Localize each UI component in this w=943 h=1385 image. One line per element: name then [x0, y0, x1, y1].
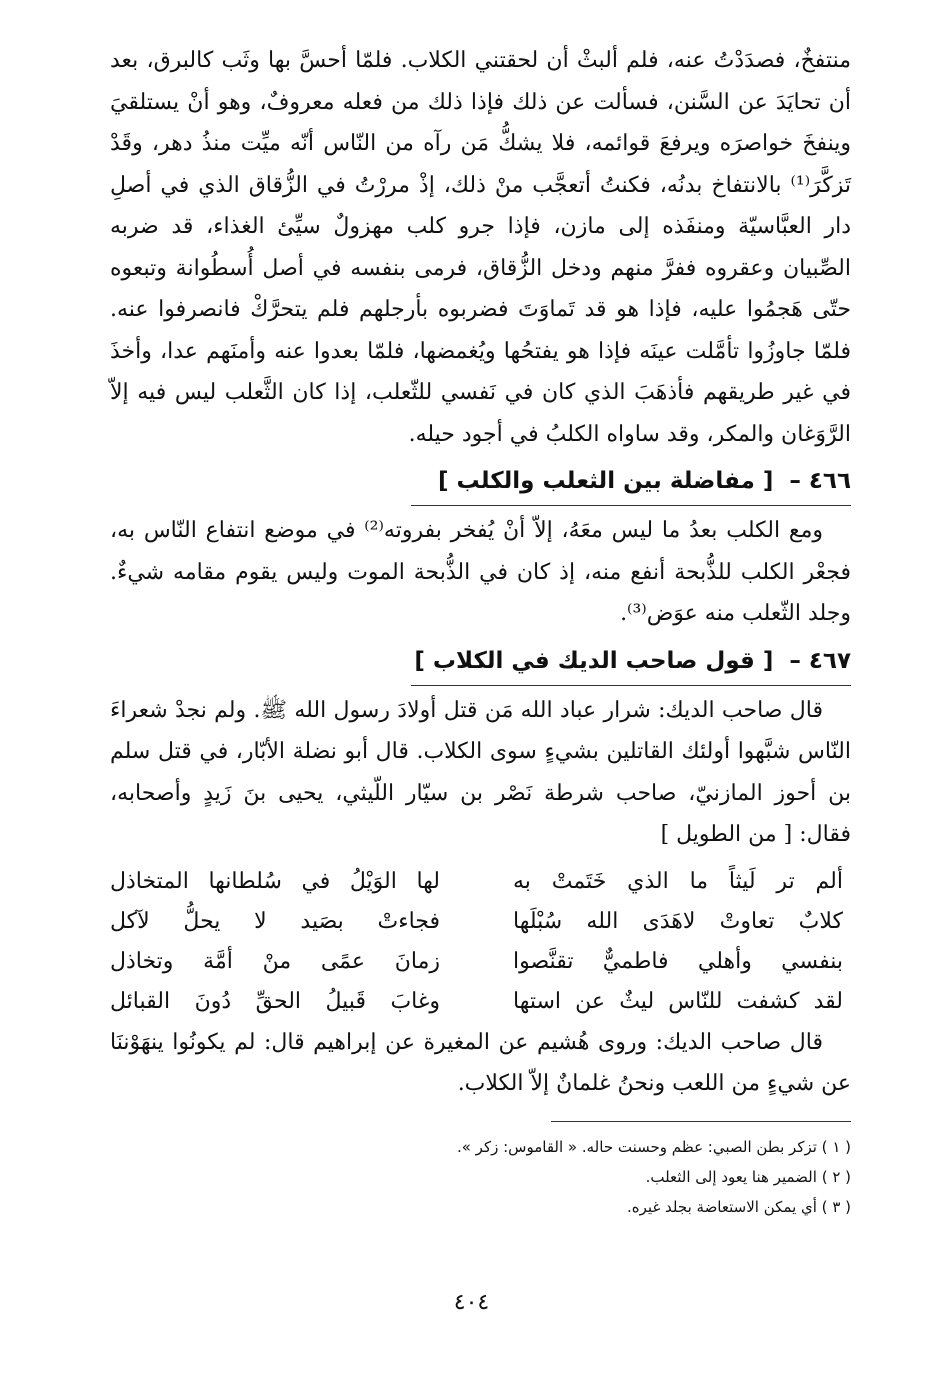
section-467-heading — [110, 641, 851, 681]
poem-hemistich-second: فجاءتْ بصَيد لا يحلُّ لآكل — [110, 908, 440, 934]
poem-verse — [110, 942, 851, 982]
section-467-text: قال صاحب الديك: شرار عباد الله مَن قتل أولادَ رسول الله ﷺ. ولم نجدْ شعراءَ النّاس شبَّهوا أولئك القاتلين بشيءٍ سوى الكلاب. قال أبو نضلة الأبّار، في قتل سلم بن أحوز المازنيّ، صاحب شرطة نَصْر بن سيّار اللّيثي، يحيى بنَ زَيدٍ وأصحابه، فقال: [ من الطويل ] — [110, 697, 851, 847]
poem-verse — [110, 902, 851, 942]
footnote: ( ٢ ) الضمير هنا يعود إلى الثعلب. — [645, 1167, 851, 1186]
footnote: ( ١ ) تزكر بطن الصبي: عظم وحسنت حاله. « القاموس: زكر ». — [456, 1137, 851, 1156]
poem — [110, 862, 851, 1022]
poem-hemistich-first: بنفسي وأهلي فاطميٌّ تقنَّصوا — [513, 948, 843, 974]
section-466-title: [ مفاضلة بين الثعلب والكلب ] — [438, 468, 774, 494]
footnote-separator — [551, 1121, 851, 1122]
poem-verse — [110, 862, 851, 902]
closing-paragraph: قال صاحب الديك: وروى هُشيم عن المغيرة عن إبراهيم قال: لم يكونُوا ينهَوْننَا عن شيءٍ من اللعب ونحنُ غلمانٌ إلاّ الكلاب. — [110, 1029, 851, 1096]
section-467-number: ٤٦٧ – — [789, 647, 851, 674]
poem-hemistich-first: ألم تر لَيثاً ما الذي خَتَمتْ به — [513, 868, 843, 894]
poem-hemistich-second: لها الوَيْلُ في سُلطانها المتخاذل — [110, 868, 440, 894]
poem-hemistich-second: زمانَ عمًى منْ أمَّة وتخاذل — [110, 948, 440, 974]
intro-paragraph: منتفخٌ، فصدَدْتُ عنه، فلم ألبثْ أن لحقتني الكلاب. فلمّا أحسَّ بها وثَب كالبرق، بعد أن تحايَدَ عن السَّنن، فسألت عن ذلك فإذا ذلك من فعله معروفٌ، وهو أنْ يستلقيَ وينفخَ خواصرَه ويرفعَ قوائمه، فلا يشكُّ مَن رآه من النّاس أنّه ميِّت منذُ دهر، وقَدْ تَزكَّرَ⁽¹⁾ بالانتفاخ بدنُه، فكنتُ أتعجَّب منْ ذلك، إذْ مررْتُ في الزُّقاق الذي في أصلِ دار العبَّاسيّة ومنفَذه إلى مازن، فإذا جرو كلب مهزولٌ سيِّئ الغذاء، قد ضربه الصِّبيان وعقروه ففرَّ منهم ودخل الزُّقاق، فرمى بنفسه في أصل أُسطُوانة وتبعوه حتّى هَجمُوا عليه، فإذا هو قد تَماوَتَ فضربوه بأرجلهم فلم يتحرَّكْ فانصرفوا عنه. فلمّا جاوزُوا تأمَّلت عينَه فإذا هو يفتحُها ويُغمضها، فلمّا بعدوا عنه وأمنَهم عدا، وأخذَ في غير طريقهم فأذهَبَ الذي كان في نَفسي للثّعلب، إذا كان الثَّعلب ليس فيه إلاّ الرَّوَغان والمكر، وقد ساواه الكلبُ في أجود حيله. — [110, 48, 851, 447]
section-467-rule — [411, 685, 851, 686]
page-number: ٤٠٤ — [453, 1290, 490, 1315]
section-466-number: ٤٦٦ – — [789, 468, 851, 494]
poem-hemistich-first: لقد كشفت للنّاس ليثٌ عن استها — [513, 988, 843, 1014]
poem-hemistich-second: وغابَ قَبيلُ الحقِّ دُونَ القبائل — [110, 988, 440, 1014]
poem-verse — [110, 982, 851, 1022]
section-466-rule — [411, 505, 851, 506]
footnotes — [110, 1132, 851, 1222]
section-467-title: [ قول صاحب الديك في الكلاب ] — [414, 647, 774, 674]
footnote: ( ٣ ) أي يمكن الاستعاضة بجلد غيره. — [627, 1197, 851, 1216]
section-466-heading — [110, 461, 851, 501]
poem-hemistich-first: كلابٌ تعاوتْ لاهَدَى الله سُبْلَها — [513, 908, 843, 934]
section-466-text: ومع الكلب بعدُ ما ليس معَهُ، إلاّ أنْ يُفخر بفروته⁽²⁾ في موضع انتفاع النّاس به، فجعْر الكلب للذُّبحة أنفع منه، إذ كان في الذُّبحة الموت وليس يقوم مقامه شيءٌ. وجلد الثّعلب منه عوَض⁽³⁾. — [110, 518, 851, 626]
